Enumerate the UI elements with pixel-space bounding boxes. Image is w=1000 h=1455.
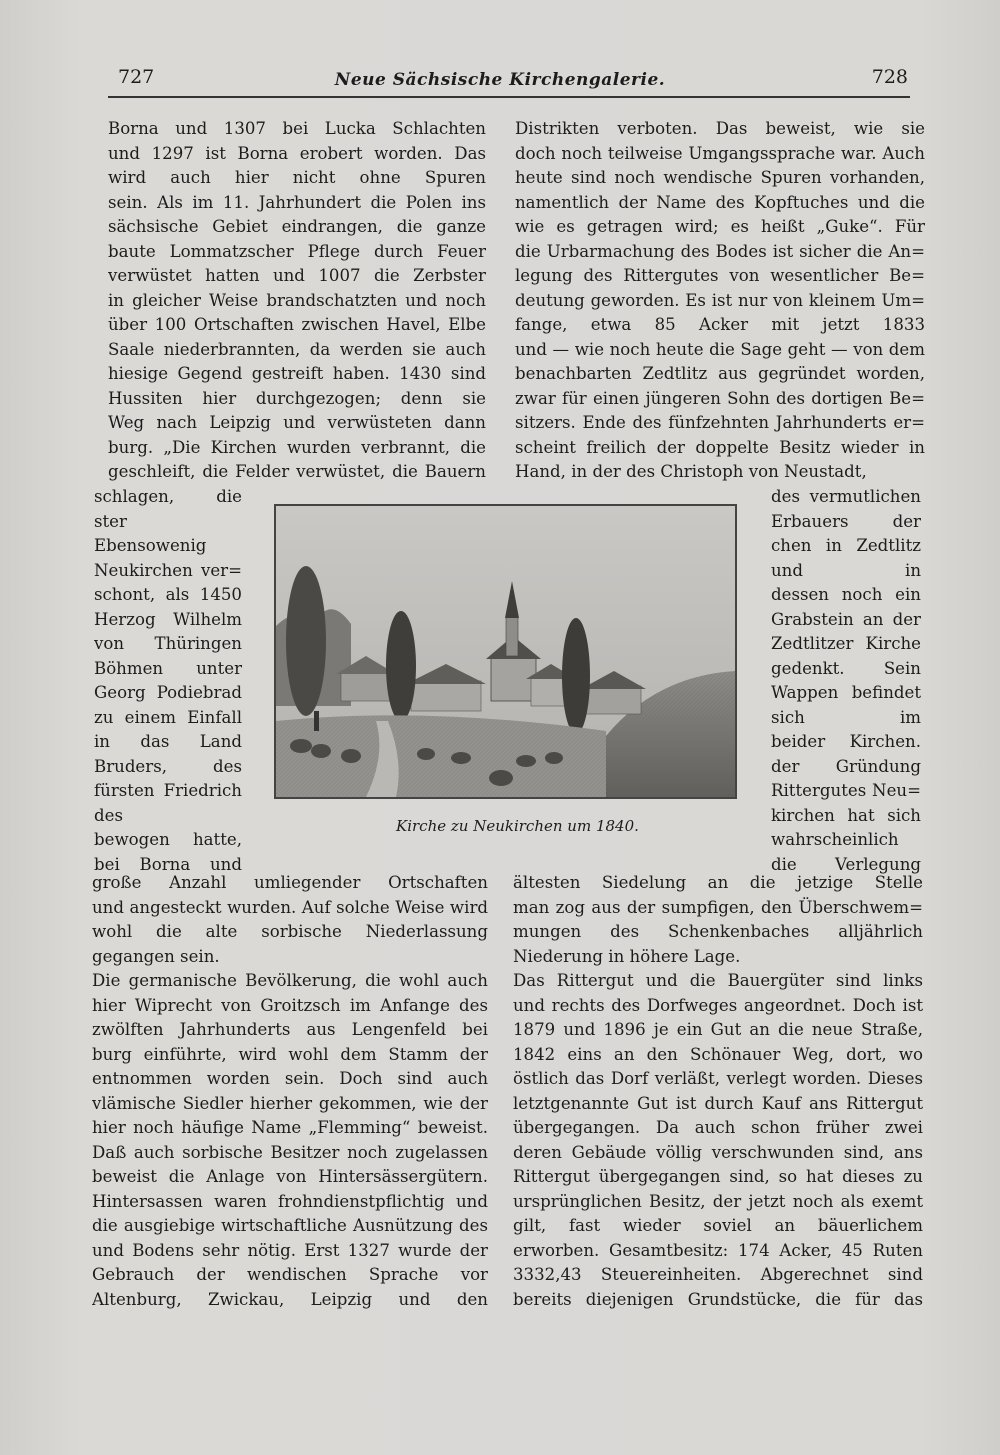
text-line: sitzers. Ende des fünfzehnten Jahrhunderts er= [515,413,925,432]
text-line: dessen noch ein [771,585,921,604]
text-line: und rechts des Dorfweges angeordnet. Doch ist [513,995,923,1015]
text-line: letztgenannte Gut ist durch Kauf ans Rittergut [513,1093,923,1113]
text-line: erworben. Gesamtbesitz: 174 Acker, 45 Ruten [513,1240,923,1260]
text-line: und angesteckt wurden. Auf solche Weise wird [92,897,488,917]
text-line: gilt, fast wieder soviel an bäuerlichem [513,1216,923,1235]
text-line: und — wie noch heute die Sage geht — von dem [515,339,925,359]
text-line: deutung geworden. Es ist nur von kleinem Um= [515,290,925,310]
text-line: Die germanische Bevölkerung, die wohl auch [92,971,488,990]
text-line: Hussiten hier durchgezogen; denn sie [108,388,486,408]
text-line: bei Borna und [94,854,242,874]
text-line: große Anzahl umliegender Ortschaften [92,873,488,892]
text-line: Das Rittergut und die Bauergüter sind links [513,971,923,990]
text-line: doch noch teilweise Umgangssprache war. Auch [515,143,925,163]
text-line: sein. Als im 11. Jahrhundert die Polen ins [108,192,486,212]
text-line: hier noch häufige Name „Flemming“ beweist. [92,1118,488,1137]
text-line: der Gründung [771,756,921,776]
text-line: entnommen worden sein. Doch sind auch [92,1069,488,1088]
text-line: Bruders, des [94,756,242,776]
text-line: Rittergutes Neu= [771,781,921,800]
text-line: kirchen hat sich [771,805,921,825]
text-line: bereits diejenigen Grundstücke, die für das [513,1289,923,1309]
text-line: ursprünglichen Besitz, der jetzt noch als exemt [513,1191,923,1211]
text-line: Herzog Wilhelm [94,609,242,629]
text-line: Wappen befindet [771,683,921,702]
text-line: wie es getragen wird; es heißt „Guke“. Für [515,217,925,236]
text-line: baute Lommatzscher Pflege durch Feuer [108,241,486,261]
text-line: Grabstein an der [771,609,921,629]
church-illustration [274,504,737,799]
text-line: benachbarten Zedtlitz aus gegründet worden, [515,364,925,383]
text-line: deren Gebäude völlig verschwunden sind, ans [513,1142,923,1162]
text-line: Altenburg, Zwickau, Leipzig und den [92,1289,488,1309]
text-line: heute sind noch wendische Spuren vorhanden, [515,168,925,187]
text-line: geschleift, die Felder verwüstet, die Bauern [108,462,486,481]
text-line: Erbauers der [771,511,921,531]
header-rule [108,96,910,98]
text-line: zu einem Einfall [94,707,242,727]
page-number-right: 728 [871,66,908,88]
text-line: fürsten Friedrich [94,781,242,800]
text-line: Neukirchen ver= [94,560,242,580]
text-line: verwüstet hatten und 1007 die Zerbster [108,266,486,285]
text-line: vlämische Siedler hierher gekommen, wie der [92,1093,488,1113]
text-line: schlagen, die [94,487,242,506]
text-line: burg. „Die Kirchen wurden verbrannt, die [108,437,486,457]
figure-caption: Kirche zu Neukirchen um 1840. [396,817,639,835]
text-line: Rittergut übergegangen sind, so hat dieses zu [513,1167,923,1186]
text-line: Weg nach Leipzig und verwüsteten dann [108,413,486,432]
text-line: burg einführte, wird wohl dem Stamm der [92,1044,488,1064]
text-line: chen in Zedtlitz [771,536,921,555]
text-line: beider Kirchen. [771,732,921,751]
text-line: wird auch hier nicht ohne Spuren [108,168,486,187]
text-line: Hand, in der des Christoph von Neustadt, [515,462,867,481]
text-line: Distrikten verboten. Das beweist, wie sie [515,119,925,138]
text-line: Gebrauch der wendischen Sprache vor [92,1265,488,1284]
text-line: Hintersassen waren frohndienstpflichtig und [92,1191,488,1211]
text-line: die ausgiebige wirtschaftliche Ausnützung des [92,1216,488,1235]
text-line: östlich das Dorf verläßt, verlegt worden. Dieses [513,1069,923,1088]
text-line: gegangen sein. [92,946,220,966]
text-line: und in [771,560,921,580]
text-line: Niederung in höhere Lage. [513,946,741,966]
text-line: über 100 Ortschaften zwischen Havel, Elbe [108,315,486,334]
text-line: sächsische Gebiet eindrangen, die ganze [108,217,486,236]
text-line: namentlich der Name des Kopftuches und die [515,192,925,212]
church-engraving-image [276,506,735,797]
text-line: des vermutlichen [771,487,921,506]
text-line: zwölften Jahrhunderts aus Lengenfeld bei [92,1020,488,1039]
text-line: übergegangen. Da auch schon früher zwei [513,1118,923,1137]
text-line: in gleicher Weise brandschatzten und noch [108,290,486,310]
text-line: ältesten Siedelung an die jetzige Stelle [513,873,923,892]
text-line: Daß auch sorbische Besitzer noch zugelassen [92,1142,488,1162]
text-line: wahrscheinlich [771,830,899,849]
text-line: Georg Podiebrad [94,683,242,702]
text-line: fange, etwa 85 Acker mit jetzt 1833 [515,315,925,334]
text-line: Böhmen unter [94,658,242,678]
text-line: Saale niederbrannten, da werden sie auch [108,339,486,359]
text-line: gedenkt. Sein [771,658,921,678]
text-line: 3332,43 Steuereinheiten. Abgerechnet sind [513,1265,923,1284]
text-line: die Urbarmachung des Bodes ist sicher die An= [515,241,925,261]
text-line: mungen des Schenkenbaches alljährlich [513,922,923,941]
text-line: 1879 und 1896 je ein Gut an die neue Straße, [513,1020,923,1039]
text-line: 1842 eins an den Schönauer Weg, dort, wo [513,1044,923,1064]
text-line: Zedtlitzer Kirche [771,634,921,653]
running-title: Neue Sächsische Kirchengalerie. [334,70,666,90]
text-line: schont, als 1450 [94,585,242,604]
text-line: ster [94,511,127,531]
text-line: bewogen hatte, [94,830,242,849]
text-line: von Thüringen [94,634,242,653]
text-line: man zog aus der sumpfigen, den Überschwem= [513,897,923,917]
page-number-left: 727 [118,66,155,88]
text-line: zwar für einen jüngeren Sohn des dortigen Be= [515,388,925,408]
text-line: die Verlegung [771,854,921,874]
text-line: beweist die Anlage von Hintersässergütern. [92,1167,488,1186]
text-line: und Bodens sehr nötig. Erst 1327 wurde der [92,1240,488,1260]
text-line: hier Wiprecht von Groitzsch im Anfange des [92,995,488,1015]
text-line: scheint freilich der doppelte Besitz wieder in [515,437,925,457]
text-line: legung des Rittergutes von wesentlicher Be= [515,266,925,285]
text-line: hiesige Gegend gestreift haben. 1430 sind [108,364,486,383]
text-line: in das Land [94,732,242,751]
text-line: wohl die alte sorbische Niederlassung [92,922,488,941]
text-line: Borna und 1307 bei Lucka Schlachten [108,119,486,138]
text-line: des [94,805,123,825]
text-line: Ebensowenig [94,536,207,555]
text-line: und 1297 ist Borna erobert worden. Das [108,143,486,163]
text-line: sich im [771,707,921,727]
